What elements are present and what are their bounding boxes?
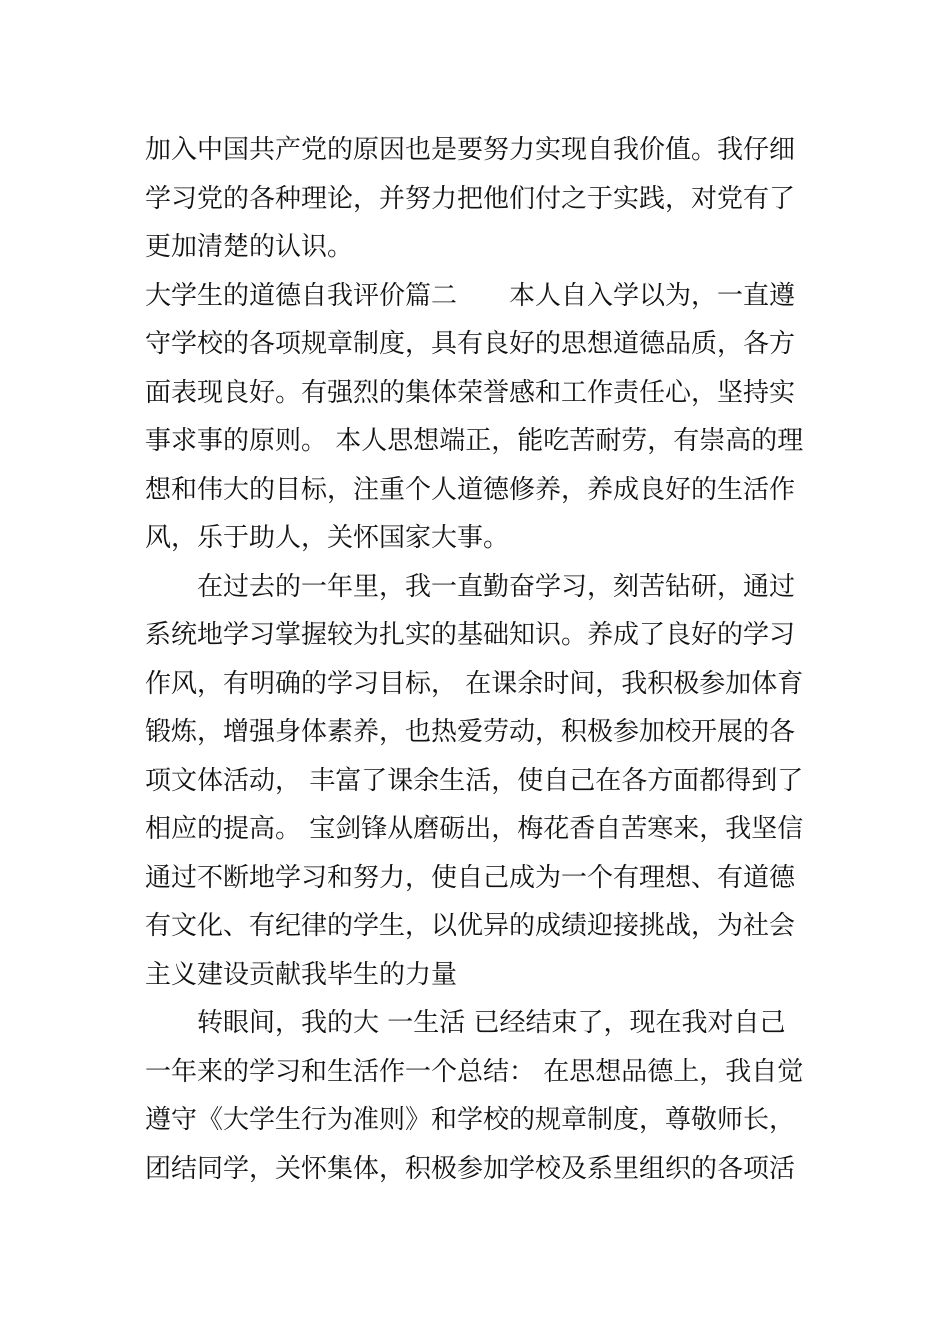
text-line: 锻炼，增强身体素养，也热爱劳动，积极参加校开展的各 [145, 717, 796, 747]
text-line: 一年来的学习和生活作一个总结： 在思想品德上，我自觉 [145, 1056, 804, 1087]
text-line: 团结同学，关怀集体，积极参加学校及系里组织的各项活 [145, 1153, 796, 1184]
text-line: 主义建设贡献我毕生的力量 [145, 959, 458, 990]
text-line: 通过不断地学习和努力，使自己成为一个有理想、有道德 [145, 862, 796, 893]
text-line: 更加清楚的认识。 [145, 232, 354, 262]
body-text [145, 126, 810, 1193]
text-line: 系统地学习掌握较为扎实的基础知识。养成了良好的学习 [145, 620, 796, 650]
text-line: 加入中国共产党的原因也是要努力实现自我价值。我仔细 [145, 135, 796, 165]
section-heading-line: 大学生的道德自我评价篇二 本人自入学以为，一直遵 [145, 280, 796, 311]
text-line: 遵守《大学生行为准则》和学校的规章制度，尊敬师长， [145, 1105, 796, 1135]
text-line: 风，乐于助人，关怀国家大事。 [145, 523, 510, 553]
text-line: 事求事的原则。 本人思想端正，能吃苦耐劳，有崇高的理 [145, 426, 804, 456]
text-line: 想和伟大的目标，注重个人道德修养，养成良好的生活作 [145, 474, 796, 505]
text-line: 作风，有明确的学习目标， 在课余时间，我积极参加体育 [145, 668, 804, 699]
text-line: 有文化、有纪律的学生，以优异的成绩迎接挑战，为社会 [145, 911, 796, 941]
text-line: 面表现良好。有强烈的集体荣誉感和工作责任心，坚持实 [145, 377, 796, 408]
text-line: 相应的提高。 宝剑锋从磨砺出，梅花香自苦寒来，我坚信 [145, 814, 804, 844]
text-line: 在过去的一年里，我一直勤奋学习，刻苦钻研，通过 [145, 571, 796, 602]
text-line: 学习党的各种理论，并努力把他们付之于实践，对党有了 [145, 183, 796, 214]
text-line: 转眼间，我的大 一生活 已经结束了，现在我对自己 [145, 1008, 786, 1038]
text-line: 项文体活动， 丰富了课余生活，使自己在各方面都得到了 [145, 765, 804, 796]
text-line: 守学校的各项规章制度，具有良好的思想道德品质，各方 [145, 329, 796, 359]
